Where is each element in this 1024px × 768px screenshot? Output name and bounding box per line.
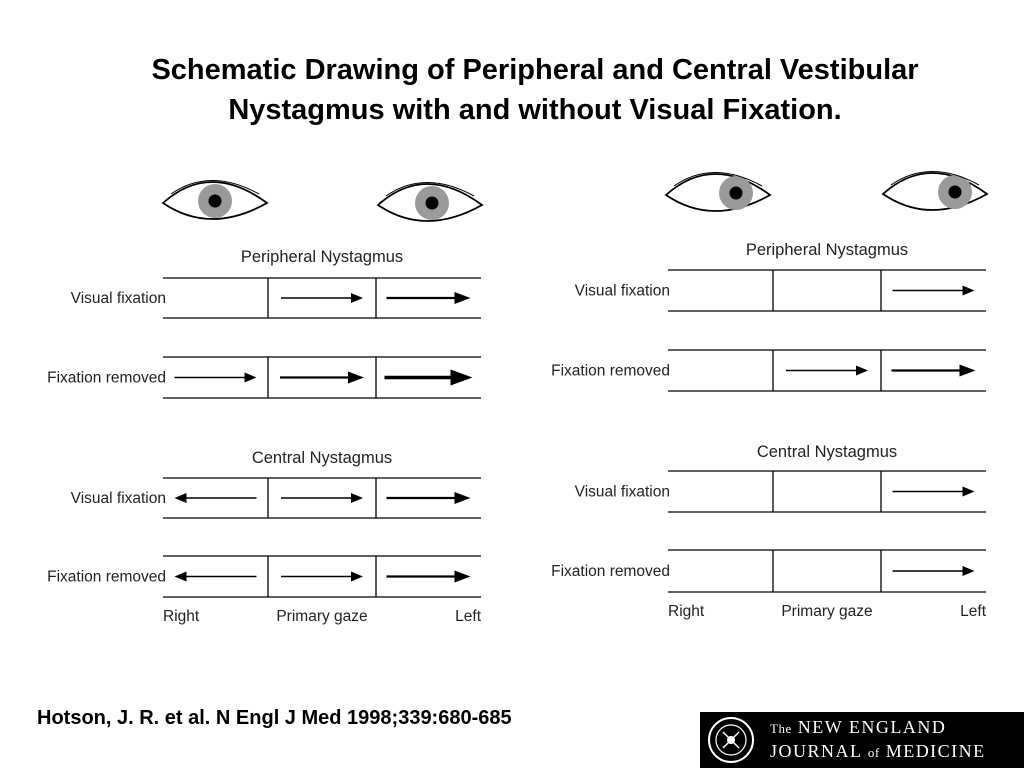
nejm-seal-icon [706, 715, 756, 765]
left-panel-eye-left-gaze [378, 183, 482, 222]
left-panel-row-0-1-cell-1-arrow-head [348, 372, 364, 384]
left-panel-row-1-0-label: Visual fixation [70, 490, 166, 507]
left-panel-footer-right: Right [163, 608, 200, 625]
right-panel-row-1-0-label: Visual fixation [574, 483, 670, 501]
right-panel-footer-right: Right [668, 603, 705, 620]
right-panel-eye-right-gaze [666, 173, 770, 212]
title-line-1: Schematic Drawing of Peripheral and Central Vestibular [151, 54, 919, 86]
left-panel-row-1-0-cell-2-arrow-head [455, 492, 471, 504]
left-panel-row-0-1-cell-0-arrow-head [245, 373, 257, 383]
citation: Hotson, J. R. et al. N Engl J Med 1998;339:680-685 [37, 707, 512, 729]
title-line-2: Nystagmus with and without Visual Fixation. [228, 94, 842, 126]
left-panel-section-heading: Central Nystagmus [251, 449, 393, 467]
right-panel-row-0-0-label: Visual fixation [574, 282, 670, 300]
right-panel-section-heading: Peripheral Nystagmus [745, 241, 909, 259]
right-panel-section-heading: Central Nystagmus [756, 443, 898, 461]
right-panel-row-0-0-cell-2-arrow-head [963, 286, 975, 296]
left-panel-row-0-1-label: Fixation removed [47, 369, 166, 387]
right-panel-row-0-1-cell-2-arrow-head [960, 365, 976, 377]
right-panel-footer-left: Left [960, 603, 986, 620]
nejm-logo [700, 712, 1024, 768]
logo-medicine: MEDICINE [885, 741, 986, 761]
left-panel-row-1-0-cell-1-arrow-head [351, 493, 363, 503]
left-panel-eye-right-gaze [163, 181, 267, 220]
right-panel-footer-primary-gaze: Primary gaze [781, 603, 873, 620]
left-panel-footer-left: Left [455, 608, 481, 625]
left-panel-section-heading: Peripheral Nystagmus [240, 248, 404, 266]
right-panel-row-0-1-cell-1-arrow-head [856, 366, 868, 376]
logo-of: of [867, 745, 880, 760]
left-panel-row-1-1-cell-2-arrow-head [455, 571, 471, 583]
right-panel-row-1-0-cell-2-arrow-head [963, 487, 975, 497]
left-panel-row-1-1-cell-0-arrow-head [175, 572, 187, 582]
left-panel-row-1-0-cell-0-arrow-head [175, 493, 187, 503]
right-panel-row-1-1-cell-2-arrow-head [963, 566, 975, 576]
logo-journal: JOURNAL [770, 741, 862, 761]
right-panel-row-0-1-label: Fixation removed [551, 362, 670, 380]
left-panel-row-0-0-cell-1-arrow-head [351, 293, 363, 303]
left-panel-row-1-1-cell-1-arrow-head [351, 572, 363, 582]
left-panel-row-1-1-label: Fixation removed [47, 568, 166, 586]
left-panel-row-0-1-cell-2-arrow-head [451, 370, 473, 386]
left-panel-footer-primary-gaze: Primary gaze [276, 608, 368, 625]
logo-line-1: NEW ENGLAND [797, 717, 947, 737]
left-panel-row-0-0-label: Visual fixation [70, 290, 166, 307]
nejm-wordmark [770, 716, 986, 764]
right-panel-eye-left-gaze [883, 172, 987, 211]
left-panel-row-0-0-cell-2-arrow-head [455, 292, 471, 304]
logo-the: The [770, 721, 792, 736]
right-panel-row-1-1-label: Fixation removed [551, 563, 670, 580]
